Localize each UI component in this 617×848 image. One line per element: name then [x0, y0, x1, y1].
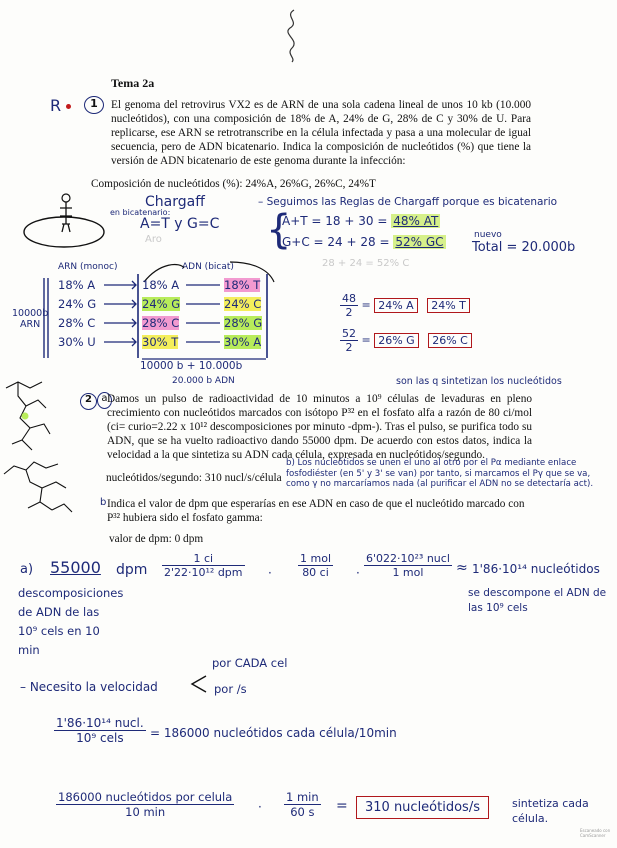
question-2-number: 2: [80, 393, 97, 410]
part-a-marker: a: [97, 392, 112, 409]
por-s-note: por /s: [214, 682, 247, 696]
part-b-marker: b: [100, 497, 107, 508]
adn-right-bracket: [262, 272, 272, 360]
f6-num: 1 min: [286, 790, 319, 804]
f1-num: 1 ci: [162, 552, 245, 566]
chargaff-rule: A=T y G=C: [140, 216, 220, 232]
arn-g: 24% G: [58, 297, 97, 311]
f4-num: 1'86·10¹⁴ nucl.: [56, 716, 144, 730]
question-1-text: El genoma del retrovirus VX2 es de ARN de una sola cadena lineal de unos 10 kb (10.000 nucleótidos), con una composición de 18% de A, 24% de G, 28% de C y 30% de U. Para replicarse, ese ARN se retrotranscribe en la célula infectada y pasa a una molecular de igual secuencia, pero de ADN bicatenario. Indica la composición de nucleótidos (%) que tiene la versión de ADN bicatenario de este genoma durante la infección:: [111, 99, 531, 167]
curly-brace: {: [266, 207, 292, 253]
fraction-per-cell: [54, 716, 146, 745]
gc-equation-text: G+C = 24 + 28 =: [282, 235, 390, 249]
final-answer-box: 310 nucleótidos/s: [356, 796, 489, 819]
chargaff-title: Chargaff: [145, 194, 205, 210]
adn-right-t: 18% T: [224, 278, 261, 292]
result-24-t: 24% T: [427, 298, 470, 313]
at-equation-text: A+T = 18 + 30 =: [282, 214, 388, 228]
dot-1: ·: [268, 566, 272, 580]
squiggle-doodle: [280, 8, 304, 64]
calc-a-label: a): [20, 562, 34, 577]
f48-num: 48: [342, 292, 356, 305]
result-24-a: 24% A: [374, 298, 417, 313]
arn-c: 28% C: [58, 316, 96, 330]
f5-num: 186000 nucleótidos por celula: [58, 790, 233, 804]
f3-num: 6'022·10²³ nucl: [366, 552, 450, 565]
f52-den: 2: [345, 341, 353, 354]
gc-result: 52% GC: [395, 235, 444, 249]
question-1-answer: Composición de nucleótidos (%): 24%A, 26%G, 26%C, 24%T: [91, 178, 376, 190]
at-result: 48% AT: [393, 214, 439, 228]
adn-right-a: 30% A: [224, 335, 262, 349]
dot-2: ·: [356, 566, 360, 580]
chargaff-subtitle: en bicatenario:: [110, 208, 171, 217]
arn-bracket: [40, 276, 54, 360]
size-label-line1: 10000b: [12, 308, 49, 319]
question-2a-text: Damos un pulso de radioactividad de 10 minutos a 10⁹ células de levaduras en pleno crecimiento con nucleótidos marcados con isótopo P³² en el fosfato alfa a razón de 80 ci/mol (ci= curio=2.22 x 10¹² descomposiciones por minuto -dpm-). Tras el pulso, se purifica todo su ADN, que se ha vuelto radioactivo dando 55000 dpm. De acuerdo con estos datos, indica la velocidad a la que sintetiza su ADN cada célula, expresada en nucleótidos/segundo.: [107, 393, 532, 461]
adn-left-g: 24% G: [142, 297, 181, 311]
f3-den: 1 mol: [392, 566, 424, 579]
f1-den: 2'22·10¹² dpm: [164, 566, 243, 579]
adn-right-g: 28% G: [224, 316, 263, 330]
f5-den: 10 min: [125, 805, 166, 819]
fraction-min-s: [284, 790, 321, 819]
f4-den: 10⁹ cels: [76, 731, 124, 745]
result-26-c: 26% C: [428, 333, 472, 348]
new-total: Total = 20.000b: [472, 240, 576, 255]
eq-48: =: [361, 298, 375, 312]
result-26-g: 26% G: [374, 333, 418, 348]
cell-doodle: [20, 190, 112, 252]
adn-left-t: 30% T: [142, 335, 179, 349]
adn-left-strand: [142, 276, 180, 352]
handwritten-b-note: b) Los nucleótidos se unen el uno al otro por el Pα mediante enlace fosfodiéster (en 5' y 3' se van) por tanto, si marcamos el Pγ que se va, como γ no marcaríamos nada (al purificar el ADN no se detectaría act).: [286, 458, 594, 489]
f48-den: 2: [345, 306, 353, 319]
page-title: Tema 2a: [111, 76, 155, 90]
f52-num: 52: [342, 327, 356, 340]
final-note: sintetiza cada célula.: [512, 797, 589, 825]
unit-dpm: dpm: [116, 562, 148, 578]
adn-sum: 10000 b + 10.000b: [140, 360, 243, 372]
f2-den: 80 ci: [302, 566, 329, 579]
red-dot: [66, 104, 71, 109]
arrow-left: [186, 672, 210, 696]
arn-a: 18% A: [58, 278, 96, 292]
por-cada-note: por CADA cel: [212, 656, 288, 670]
f6-den: 60 s: [290, 805, 315, 819]
size-label-line2: ARN: [20, 319, 41, 330]
f2-num: 1 mol: [300, 552, 331, 565]
fraction-per-min: [56, 790, 234, 819]
at-equation: [282, 214, 440, 228]
fraction-52: [340, 327, 472, 354]
result-per-cell: = 186000 nucleótidos cada célula/10min: [150, 726, 397, 740]
margin-mark: R: [50, 96, 62, 115]
approx-sign: ≈: [456, 560, 468, 576]
nuevo-label: nuevo: [474, 230, 502, 240]
gc-equation: [282, 235, 446, 249]
necesito-note: – Necesito la velocidad: [20, 680, 158, 694]
fraction-48: [340, 292, 470, 319]
question-2b-answer: valor de dpm: 0 dpm: [109, 533, 204, 545]
adn-total: 20.000 b ADN: [172, 376, 235, 386]
dot-3: ·: [258, 800, 262, 814]
faint-bleed-2: 28 + 24 = 52% C: [322, 258, 410, 269]
eq-52: =: [361, 333, 375, 347]
scanner-watermark: Escaneado con CamScanner: [580, 828, 611, 838]
fraction-avogadro: [364, 552, 452, 579]
result-nucleotides: 1'86·10¹⁴ nucleótidos: [472, 562, 600, 576]
descomposiciones-note: descomposiciones de ADN de las 10⁹ cels en 10 min: [18, 586, 124, 657]
question-1-number: 1: [84, 96, 104, 114]
question-2a-answer: nucleótidos/segundo: 310 nucl/s/célula: [106, 472, 282, 484]
arn-u: 30% U: [58, 335, 96, 349]
value-55000: 55000: [50, 558, 101, 577]
adn-left-c: 28% C: [142, 316, 180, 330]
dna-molecule-doodle: [0, 378, 100, 528]
adn-right-strand: [224, 276, 262, 352]
seguimos-note: – Seguimos las Reglas de Chargaff porque es bicatenario: [258, 196, 558, 208]
equals-sign: =: [336, 798, 348, 814]
arn-strand: [58, 276, 96, 352]
adn-right-c: 24% C: [224, 297, 262, 311]
arn-label: ARN (monoc): [58, 262, 118, 272]
faint-bleed-1: Aro: [145, 234, 162, 245]
pairing-dashes: [184, 276, 224, 356]
adn-left-a: 18% A: [142, 278, 180, 292]
fraction-ci: [162, 552, 245, 579]
adn-label: ADN (bicat): [182, 262, 234, 272]
side-note: son las q sintetizan los nucleótidos: [396, 376, 562, 387]
descompone-note: se descompone el ADN de las 10⁹ cels: [468, 587, 607, 614]
fraction-mol: [298, 552, 333, 579]
question-2b-text: Indica el valor de dpm que esperarías en ese ADN en caso de que el nucleótido marcado con P³² hubiera sido el fosfato gamma:: [107, 498, 525, 524]
